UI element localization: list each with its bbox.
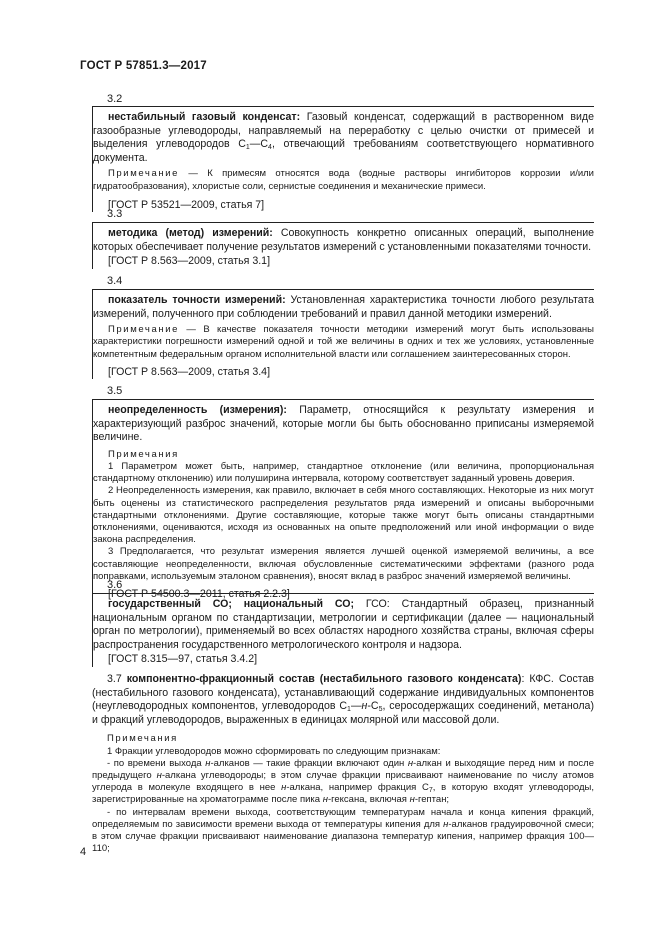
page-number: 4 [80,846,87,858]
term-note-3-5-3: 3 Предполагается, что результат измерения является лучшей оценкой измеряемой величины, а все составляющие неопределенности, включая обусловленные систематическими эффектами (разного рода поправками, используемым эталоном сравнения), вносят вклад в разброс значений измеряемой величины. [93,546,594,582]
term-number-3-4: 3.4 [107,275,123,287]
term-source-3-3: [ГОСТ Р 8.563—2009, статья 3.1] [108,255,271,268]
term-definition-3-4: показатель точности измерений: Установленная характеристика точности любого результата измерений, полученного при соблюдении требований и правил данной методики измерений. [93,294,594,320]
term-block-3-2 [92,106,594,212]
note-label: Примечание [108,168,179,180]
term-note-3-7-1: 1 Фракции углеводородов можно сформировать по следующим признакам: [107,745,441,757]
term-note-3-7-item-2: - по интервалам времени выхода, соответствующим температурам начала и конца кипения фракций, определяемым по зависимости времени выхода от температуры кипения для н-алканов градуировочной смеси; в этом случае фракции присваивают наименование диапазона температур кипения, например фракция 100—110; [92,806,594,855]
term-title: нестабильный газовый конденсат: [108,111,301,123]
term-title: методика (метод) измерений: [108,227,273,239]
term-block-3-5 [92,399,594,602]
term-definition-3-5: неопределенность (измерения): Параметр, относящийся к результату измерения и характеризующий разброс значений, которые могли бы быть обоснованно приписаны измеряемой величине. [93,404,594,444]
term-block-3-6 [92,593,594,667]
term-note-3-5-1: 1 Параметром может быть, например, стандартное отклонение (или величина, пропорциональная стандартному отклонению) или полуширина интервала, которому соответствует заданный уровень доверия. [93,460,594,485]
term-number-3-2: 3.2 [107,93,123,105]
notes-heading-3-5: Примечания [108,448,179,460]
term-definition-3-6: государственный СО; национальный СО; ГСО: Стандартный образец, признанный национальным органом по стандартизации, метрологии и сертификации (далее — национальный орган по метрологии), применяемый во всех областях народного хозяйства страны, включая сферы распространения государственного метрологического контроля и надзора. [93,598,594,651]
note-label: Примечание [108,324,179,336]
term-note-3-2: Примечание — К примесям относятся вода (водные растворы ингибиторов коррозии и/или гидратообразования), хлористые соли, сернистые соединения и механические примеси. [93,168,594,192]
term-definition-3-2: нестабильный газовый конденсат: Газовый конденсат, содержащий в растворенном виде газообразные углеводороды, направляемый на переработку с целью очистки от примесей и выделения углеводородов $С_1—С_4$, отвечающий требованиям соответствующего нормативного документа. [93,111,595,164]
term-title: государственный СО; национальный СО; [108,598,355,610]
notes-heading-3-7: Примечания [107,733,178,745]
term-title: компонентно-фракционный состав (нестабильного газового конденсата) [126,673,522,685]
term-source-3-4: [ГОСТ Р 8.563—2009, статья 3.4] [108,365,271,378]
term-source-3-5: [ГОСТ Р 54500.3—2011, статья 2.2.3] [108,588,290,601]
document-code-header: ГОСТ Р 57851.3—2017 [80,60,207,72]
term-note-3-5-2: 2 Неопределенность измерения, как правило, включает в себя много составляющих. Некоторые из них могут быть оценены из статистического распределения результатов ряда измерений и описаны выборочными стандартными отклонениями. Другие составляющие, которые также могут быть описаны стандартными отклонениями, оцениваются, исходя из основанных на опыте предположений или иной информации о виде закона распределения. [93,485,594,546]
term-title: неопределенность (измерения): [108,404,287,416]
term-note-3-7-item-1: - по времени выхода н-алканов — такие фракции включают один н-алкан и выходящие перед ним и после предыдущего н-алкана углеводороды; в этом случае фракции присваивают наименование по числу атомов углерода в молекуле входящего в нее н-алкана, например фракция $С_7$, в которую входят углеводороды, зарегистрированные на хроматограмме после пика н-гексана, включая н-гептан; [92,757,594,806]
term-number-3-5: 3.5 [107,385,123,397]
term-block-3-7 [92,673,594,855]
term-source-3-2: [ГОСТ Р 53521—2009, статья 7] [108,198,265,211]
term-block-3-3 [92,222,594,269]
term-definition-3-3: методика (метод) измерений: Совокупность конкретно описанных операций, выполнение которых обеспечивает получение результатов измерений с установленными показателями точности. [93,227,595,253]
term-block-3-4 [92,289,594,379]
term-source-3-6: [ГОСТ 8.315—97, статья 3.4.2] [108,653,258,666]
term-title: показатель точности измерений: [108,294,286,306]
term-number-3-3: 3.3 [107,208,123,220]
term-definition-3-7: 3.7 компонентно-фракционный состав (нестабильного газового конденсата): КФС. Состав (нестабильного газового конденсата), устанавливающий содержание индивидуальных компонентов (неуглеводородных компонентов, углеводородов $С_1—н-С_5$, серосодержащих соединений, метанола) и фракций углеводородов, выраженных в единицах молярной или массовой доли. [92,673,594,726]
term-number-3-6: 3.6 [107,579,123,591]
term-note-3-4: Примечание — В качестве показателя точности методики измерений могут быть использованы характеристики погрешности измерений одной и той же величины в одних и тех же условиях, установленные компетентным федеральным органом исполнительной власти или соглашением заинтересованных сторон. [93,324,594,360]
